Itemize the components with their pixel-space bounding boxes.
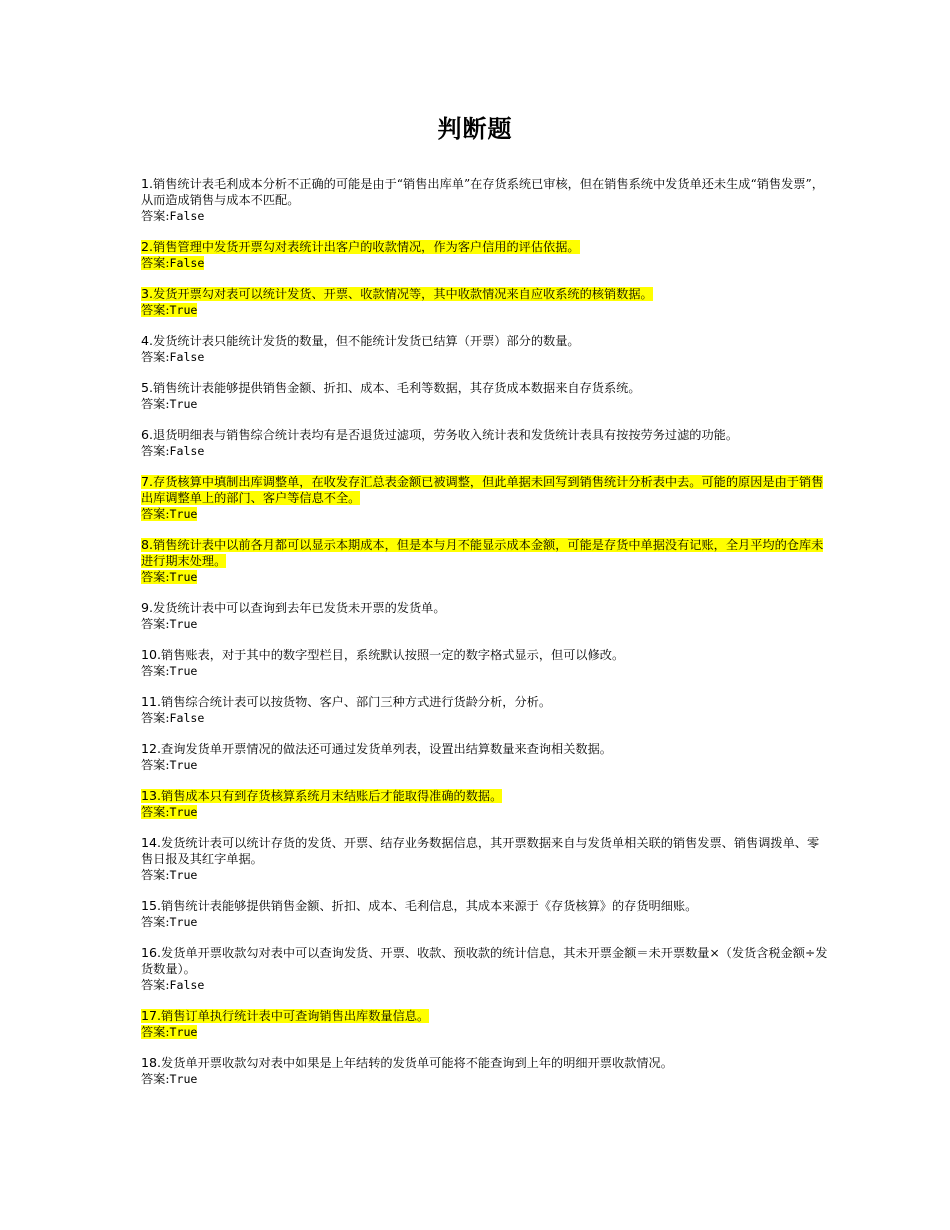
question-item [141,1055,831,1087]
question-text-highlight [141,1056,673,1070]
answer [141,444,204,458]
question-text: 销售管理中发货开票勾对表统计出客户的收款情况，作为客户信用的评估依据。 [153,240,580,254]
answer-line [141,1024,831,1040]
answer-line [141,867,831,883]
answer-label: 答案: [141,350,170,364]
question-number: 10. [141,647,162,662]
answer [141,1072,197,1086]
answer-label: 答案: [141,444,170,458]
question-text-line [141,1008,831,1024]
answer-value: False [169,350,205,364]
question-number: 7. [141,474,154,489]
answer [141,397,197,411]
question-text-line [141,788,831,804]
answer-label: 答案: [141,664,170,678]
answer [141,256,204,270]
question-text-highlight [141,648,624,662]
question-text-highlight [141,836,819,866]
question-text-line [141,333,831,349]
question-text-line [141,741,831,757]
question-item [141,788,831,820]
question-text: 销售成本只有到存货核算系统月末结账后才能取得准确的数据。 [161,789,503,803]
question-item [141,537,831,585]
answer-value: True [169,868,198,882]
question-number: 18. [141,1055,162,1070]
answer [141,617,197,631]
question-text: 存货核算中填制出库调整单，在收发存汇总表金额已被调整，但此单据未回写到销售统计分析表中去。可能的原因是由于销售出库调整单上的部门、客户等信息不全。 [141,475,824,505]
answer-line [141,757,831,773]
question-number: 11. [141,694,162,709]
question-item [141,1008,831,1040]
question-text-line [141,537,831,569]
answer-line [141,804,831,820]
question-item [141,380,831,412]
question-text-line [141,600,831,616]
question-item [141,945,831,993]
answer-label: 答案: [141,978,170,992]
question-item [141,176,831,224]
question-item [141,600,831,632]
answer-line [141,443,831,459]
answer-line [141,914,831,930]
question-number: 13. [141,788,162,803]
answer-label: 答案: [141,1072,170,1086]
question-text-highlight [141,601,446,615]
answer-label: 答案: [141,303,170,317]
question-number: 3. [141,286,154,301]
answer [141,868,197,882]
answer-value: True [169,617,198,631]
answer-label: 答案: [141,758,170,772]
answer [141,350,204,364]
answer-line [141,255,831,271]
answer-value: False [169,711,205,725]
answer-value: True [169,664,198,678]
answer [141,507,197,521]
answer-value: True [169,507,198,521]
question-number: 8. [141,537,154,552]
answer-line [141,616,831,632]
question-text-highlight [141,742,612,756]
question-text-line [141,647,831,663]
question-text: 销售统计表能够提供销售金额、折扣、成本、毛利信息，其成本来源于《存货核算》的存货明细账。 [161,899,698,913]
answer-line [141,663,831,679]
answer-value: True [169,303,198,317]
question-text-highlight [141,789,502,803]
question-item [141,286,831,318]
question-number: 1. [141,176,154,191]
answer [141,978,204,992]
question-text-line [141,239,831,255]
question-item [141,835,831,883]
question-text-line [141,945,831,977]
answer [141,711,204,725]
answer-label: 答案: [141,1025,170,1039]
question-number: 16. [141,945,162,960]
answer [141,209,204,223]
question-text-highlight [141,287,653,301]
answer-line [141,977,831,993]
question-number: 15. [141,898,162,913]
answer-line [141,302,831,318]
answer [141,805,197,819]
answer-value: False [169,978,205,992]
question-text-highlight [141,695,551,709]
question-number: 4. [141,333,154,348]
question-text-highlight [141,538,823,568]
question-text: 发货单开票收款勾对表中可以查询发货、开票、收款、预收款的统计信息，其未开票金额＝未开票数量×（发货含税金额÷发货数量）。 [141,946,828,976]
question-item [141,694,831,726]
question-text: 发货开票勾对表可以统计发货、开票、收款情况等，其中收款情况来自应收系统的核销数据。 [153,287,653,301]
question-text-line [141,286,831,302]
question-text: 销售统计表毛利成本分析不正确的可能是由于“销售出库单”在存货系统已审核，但在销售系统中发货单还未生成“销售发票”，从而造成销售与成本不匹配。 [141,177,824,207]
question-list [141,176,831,1102]
answer-value: False [169,444,205,458]
question-text: 销售统计表能够提供销售金额、折扣、成本、毛利等数据，其存货成本数据来自存货系统。 [153,381,641,395]
question-text: 销售账表，对于其中的数字型栏目，系统默认按照一定的数字格式显示，但可以修改。 [161,648,625,662]
answer-value: True [169,1072,198,1086]
answer [141,1025,197,1039]
answer-label: 答案: [141,805,170,819]
question-text-highlight [141,475,823,505]
answer-label: 答案: [141,507,170,521]
question-number: 9. [141,600,154,615]
question-text: 销售订单执行统计表中可查询销售出库数量信息。 [161,1009,430,1023]
question-item [141,239,831,271]
question-number: 5. [141,380,154,395]
answer-label: 答案: [141,617,170,631]
question-item [141,427,831,459]
answer-line [141,506,831,522]
answer-value: True [169,915,198,929]
question-text-highlight [141,1009,429,1023]
question-text: 发货单开票收款勾对表中如果是上年结转的发货单可能将不能查询到上年的明细开票收款情况。 [161,1056,673,1070]
question-number: 12. [141,741,162,756]
question-text: 发货统计表可以统计存货的发货、开票、结存业务数据信息，其开票数据来自与发货单相关联的销售发票、销售调拨单、零售日报及其红字单据。 [141,836,820,866]
question-item [141,898,831,930]
answer-line [141,710,831,726]
answer-label: 答案: [141,209,170,223]
answer-line [141,1071,831,1087]
answer-label: 答案: [141,256,170,270]
question-text: 查询发货单开票情况的做法还可通过发货单列表，设置出结算数量来查询相关数据。 [161,742,612,756]
question-text-line [141,427,831,443]
question-text: 发货统计表中可以查询到去年已发货未开票的发货单。 [153,601,446,615]
answer-label: 答案: [141,711,170,725]
question-item [141,333,831,365]
answer [141,303,197,317]
question-text: 销售综合统计表可以按货物、客户、部门三种方式进行货龄分析，分析。 [161,695,552,709]
question-text-highlight [141,240,580,254]
question-text-line [141,694,831,710]
question-number: 6. [141,427,154,442]
question-text-line [141,835,831,867]
answer-value: True [169,397,198,411]
answer [141,570,197,584]
question-text-highlight [141,946,827,976]
question-text-highlight [141,899,697,913]
question-text-highlight [141,381,641,395]
answer-label: 答案: [141,570,170,584]
answer-value: True [169,758,198,772]
question-text-line [141,898,831,914]
question-number: 2. [141,239,154,254]
question-text-highlight [141,334,580,348]
answer-value: True [169,570,198,584]
answer [141,758,197,772]
question-text-line [141,380,831,396]
answer [141,664,197,678]
answer-label: 答案: [141,915,170,929]
question-text-line [141,474,831,506]
answer-value: True [169,805,198,819]
answer-value: False [169,209,205,223]
question-text: 退货明细表与销售综合统计表均有是否退货过滤项，劳务收入统计表和发货统计表具有按按劳务过滤的功能。 [153,428,739,442]
question-text: 销售统计表中以前各月都可以显示本期成本，但是本与月不能显示成本金额，可能是存货中单据没有记账，全月平均的仓库未进行期末处理。 [141,538,824,568]
answer-line [141,349,831,365]
question-text-line [141,1055,831,1071]
answer [141,915,197,929]
answer-line [141,396,831,412]
question-number: 17. [141,1008,162,1023]
answer-value: True [169,1025,198,1039]
answer-label: 答案: [141,868,170,882]
question-text-highlight [141,428,738,442]
answer-label: 答案: [141,397,170,411]
question-text-highlight [141,177,824,207]
answer-line [141,208,831,224]
page-title: 判断题 [437,115,513,143]
answer-line [141,569,831,585]
question-item [141,474,831,522]
answer-value: False [169,256,205,270]
question-text-line [141,176,831,208]
question-text: 发货统计表只能统计发货的数量，但不能统计发货已结算（开票）部分的数量。 [153,334,580,348]
question-number: 14. [141,835,162,850]
question-item [141,741,831,773]
question-item [141,647,831,679]
